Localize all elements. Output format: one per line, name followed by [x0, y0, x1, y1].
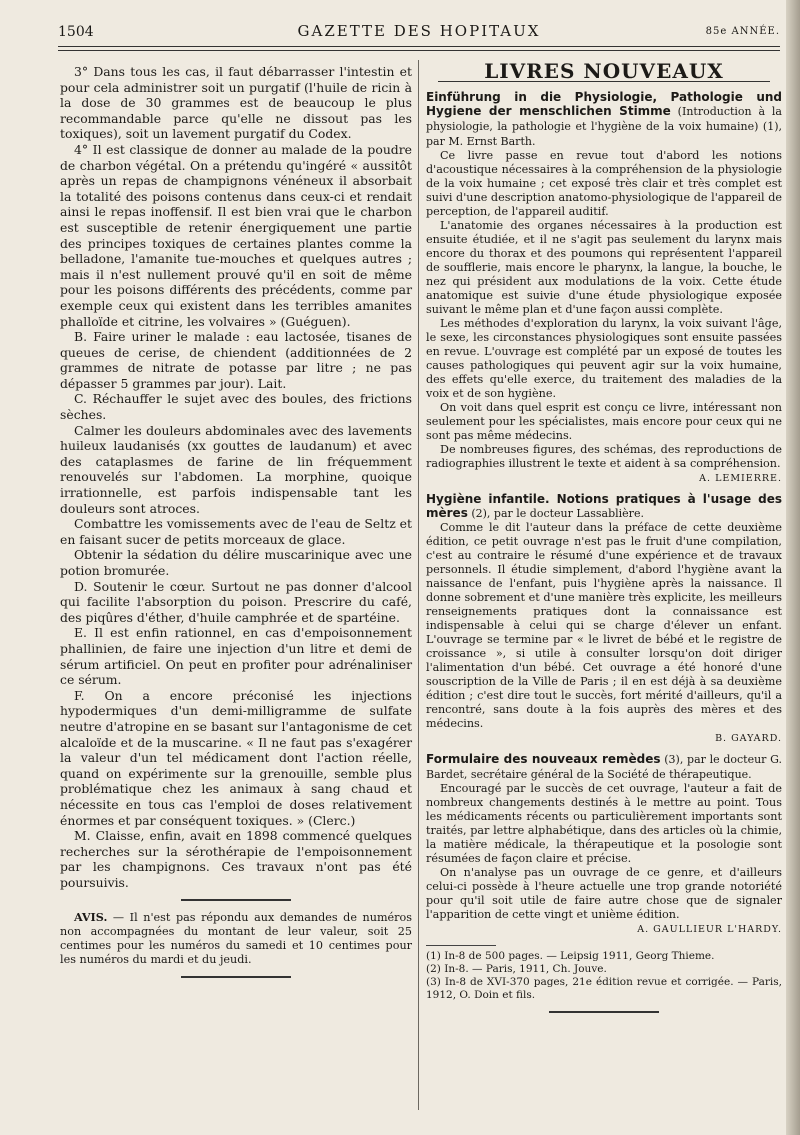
book-title-text: Formulaire des nouveaux remèdes [426, 752, 661, 766]
separator-ornament [549, 1011, 659, 1013]
book-subtitle: (2), par le docteur Lassablière. [467, 507, 644, 520]
footnote: (3) In-8 de XVI-370 pages, 21e édition revue et corrigée. — Paris, 1912, O. Doin et fils. [426, 976, 782, 1001]
paragraph: Calmer les douleurs abdominales avec des lavements huileux laudanisés (xx gouttes de laudanum) et avec des cataplasmes de farine de lin fréquemment renouvelés sur l'abdomen. La morphine, quoique irrationnelle, est parfois indispensable tant les douleurs sont atroces. [60, 422, 412, 516]
avis-notice [60, 910, 412, 967]
separator-ornament [181, 899, 291, 901]
review-signature: A. LEMIERRE. [699, 473, 782, 484]
journal-year: 85e ANNÉE. [705, 26, 780, 37]
paragraph: 3° Dans tous les cas, il faut débarrasser l'intestin et pour cela administrer soit un purgatif (l'huile de ricin à la dose de 30 grammes est de beaucoup le plus recommandable parce qu'elle ne dissout pas les toxiques), soit un lavement purgatif du Codex. [60, 64, 412, 142]
book-title-text: Einführung in die Physiologie, Pathologie und Hygiene der menschlichen Stimme [426, 90, 782, 118]
journal-title: GAZETTE DES HOPITAUX [297, 22, 541, 40]
page-header [58, 22, 780, 42]
section-title: LIVRES NOUVEAUX [438, 64, 770, 82]
paragraph: F. On a encore préconisé les injections hypodermiques d'un demi-milligramme de sulfate neutre d'atropine en se basant sur l'antagonisme de cet alcaloïde et de la muscarine. « Il ne faut pas s'exagérer la valeur d'un tel médicament dont l'action réelle, quand on expérimente sur la grenouille, semble plus problématique chez les animaux à sang chaud et nécessite en tous cas l'emploi de doses relativement énormes et par conséquent toxiques. » (Clerc.) [60, 687, 412, 828]
header-rule [58, 46, 780, 47]
paragraph: Obtenir la sédation du délire muscarinique avec une potion bromurée. [60, 547, 412, 578]
footnote-rule [426, 945, 496, 946]
left-column [60, 64, 412, 987]
paragraph: On n'analyse pas un ouvrage de ce genre, et d'ailleurs celui-ci possède à l'heure actuelle une trop grande notoriété pour qu'il soit utile de faire autre chose que de signaler l'apparition de cette vingt et unième édition. [426, 866, 782, 921]
footnote: (1) In-8 de 500 pages. — Leipsig 1911, Georg Thieme. [426, 950, 715, 962]
paragraph: D. Soutenir le cœur. Surtout ne pas donner d'alcool qui facilite l'absorption du poison. Prescrire du café, des piqûres d'éther, d'huile camphrée et de spartéine. [60, 578, 412, 625]
paragraph: 4° Il est classique de donner au malade de la poudre de charbon végétal. On a prétendu qu'ingéré « aussitôt après un repas de champignons vénéneux il absorbait la totalité des poisons contenus dans ceux-ci et rendait ainsi le repas inoffensif. Il est bien vrai que le charbon est susceptible de retenir énergiquement une partie des principes toxiques de certaines plantes comme la belladone, l'amanite tue-mouches et quelques autres ; mais il n'est nullement prouvé qu'il en soit de même pour les poisons différents des précédents, comme par exemple ceux qui existent dans les terribles amanites phalloïde et citrine, les volvaires » (Guéguen). [60, 141, 412, 329]
book-subtitle: (Introduction à la physiologie, la pathologie et l'hygiène de la voix humaine) (1), par M. Ernst Barth. [426, 105, 782, 148]
review-signature: A. GAULLIEUR L'HARDY. [637, 924, 782, 935]
paragraph: E. Il est enfin rationnel, en cas d'empoisonnement phallinien, de faire une injection d'un litre et demi de sérum artificiel. On peut en profiter pour adrénaliniser ce sérum. [60, 625, 412, 688]
paragraph: Encouragé par le succès de cet ouvrage, l'auteur a fait de nombreux changements destinés à le mettre au point. Tous les médicaments récents ou particulièrement importants sont traités, par lettre alphabétique, dans des articles où la chimie, la matière médicale, la thérapeutique et la posologie sont résumées de façon claire et précise. [426, 782, 782, 865]
paragraph: Ce livre passe en revue tout d'abord les notions d'acoustique nécessaires à la compréhension de la physiologie de la voix humaine ; cet exposé très clair et très complet est suivi d'une description anatomo-physiologique de l'appareil de perception, de l'appareil auditif. [426, 149, 782, 218]
footnote: (2) In-8. — Paris, 1911, Ch. Jouve. [426, 963, 607, 975]
review-signature: B. GAYARD. [715, 733, 782, 744]
book-title [426, 90, 782, 149]
book-title-text: Hygiène infantile. Notions pratiques à l'usage des mères [426, 492, 782, 520]
avis-label: AVIS. [74, 910, 108, 925]
header-rule-thin [58, 50, 780, 51]
column-divider [418, 60, 419, 1110]
paragraph: B. Faire uriner le malade : eau lactosée, tisanes de queues de cerise, de chiendent (additionnées de 2 grammes de nitrate de potasse par litre ; ne pas dépasser 5 grammes par jour). Lait. [60, 329, 412, 391]
paragraph: M. Claisse, enfin, avait en 1898 commencé quelques recherches sur la sérothérapie de l'empoisonnement par les champignons. Ces travaux n'ont pas été poursuivis. [60, 828, 412, 890]
book-title [426, 492, 782, 521]
right-column [426, 59, 783, 1022]
paragraph: Combattre les vomissements avec de l'eau de Seltz et en faisant sucer de petits morceaux de glace. [60, 516, 412, 547]
book-title [426, 752, 782, 782]
paragraph: L'anatomie des organes nécessaires à la production est ensuite étudiée, et il ne s'agit pas seulement du larynx mais encore du thorax et des poumons qui représentent l'appareil de soufflerie, mais encore le pharynx, la langue, la bouche, le nez qui président aux modulations de la voix. Cette étude anatomique est suivie d'une étude physiologique exposée suivant le même plan et d'une façon aussi complète. [426, 219, 782, 316]
paragraph: De nombreuses figures, des schémas, des reproductions de radiographies illustrent le texte et aident à sa compréhension. [426, 443, 782, 470]
paragraph: C. Réchauffer le sujet avec des boules, des frictions sèches. [60, 391, 412, 423]
avis-text: — Il n'est pas répondu aux demandes de numéros non accompagnées du montant de leur valeur, soit 25 centimes pour les numéros du samedi et 10 centimes pour les numéros du mardi et du jeudi. [60, 911, 412, 967]
page-edge [786, 0, 800, 1135]
page-number: 1504 [58, 24, 94, 40]
separator-ornament [181, 976, 291, 978]
paragraph: Les méthodes d'exploration du larynx, la voix suivant l'âge, le sexe, les circonstances physiologiques sont ensuite passées en revue. L'ouvrage est complété par un exposé de toutes les causes pathologiques qui peuvent agir sur la voix humaine, des effets qu'elle exerce, du traitement des maladies de la voix et de son hygiène. [426, 317, 782, 400]
book-subtitle: (3), par le docteur G. Bardet, secrétaire général de la Société de thérapeutique. [426, 753, 783, 781]
paragraph: Comme le dit l'auteur dans la préface de cette deuxième édition, ce petit ouvrage n'est pas le fruit d'une compilation, c'est au contraire le résumé d'une expérience et de travaux personnels. Il étudie simplement, d'abord l'hygiène avant la naissance de l'enfant, puis l'hygiène après la naissance. Il donne sobrement et d'une manière très explicite, les meilleurs renseignements pratiques dont la connaissance est indispensable à celui qui se charge d'élever un enfant. L'ouvrage se termine par « le livret de bébé et le registre de croissance », si utile à consulter lorsqu'on doit diriger l'alimentation d'un bébé. Cet ouvrage a été honoré d'une souscription de la Ville de Paris ; il en est déjà à sa deuxième édition ; c'est dire tout le succès, fort mérité d'ailleurs, qu'il a rencontré, sans doute à la fois auprès des mères et des médecins. [426, 521, 782, 730]
paragraph: On voit dans quel esprit est conçu ce livre, intéressant non seulement pour les spécialistes, mais encore pour ceux qui ne sont pas même médecins. [426, 401, 782, 442]
